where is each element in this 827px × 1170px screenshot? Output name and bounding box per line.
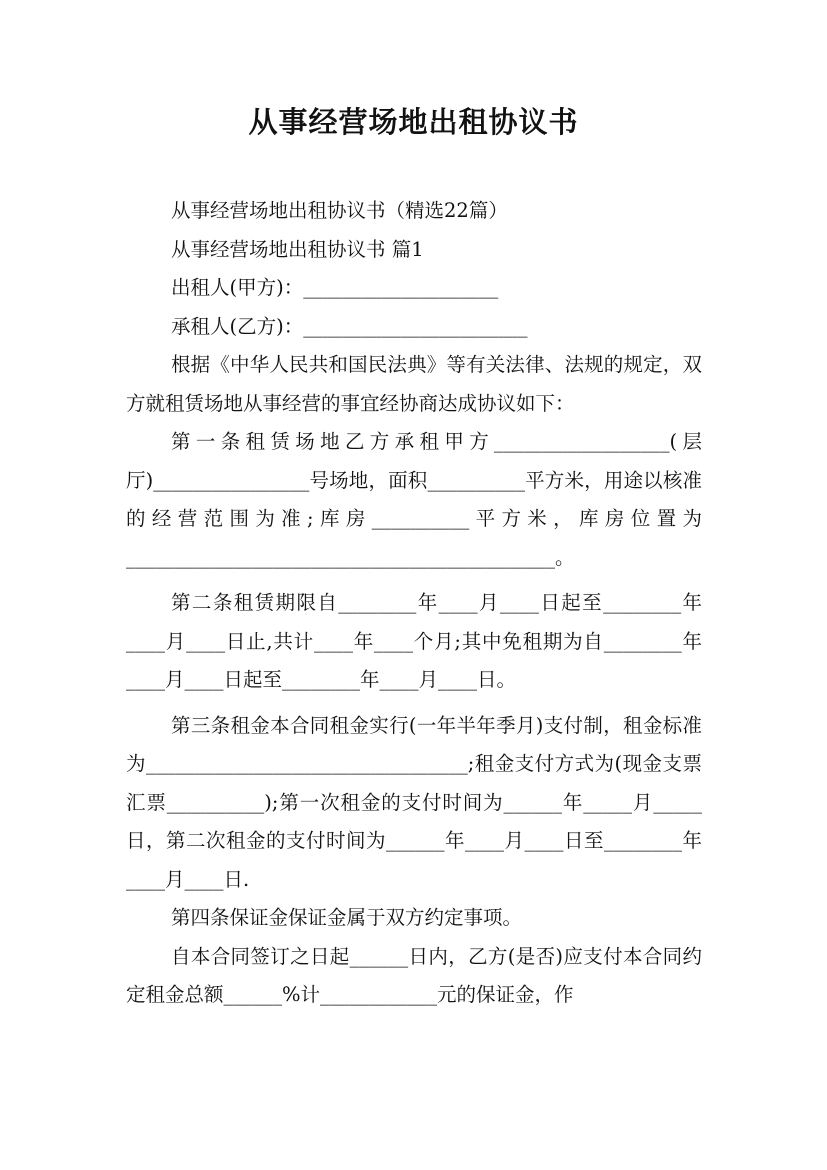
paragraph-article-2: 第二条租赁期限自________年____月____日起至________年____月____日止,共计____年____个月;其中免租期为自________年____月____日起至________年____月____日。: [126, 591, 702, 691]
paragraph-article-1: 第一条租赁场地乙方承租甲方__________________(层厅)________________号场地，面积__________平方米，用途以核准的经营范围为准;库房__________平方米，库房位置为____________________________________________。: [126, 430, 702, 569]
paragraph-subtitle: 从事经营场地出租协议书（精选22篇）: [171, 199, 508, 222]
paragraph-lessee: 承租人(乙方)：_______________________: [171, 314, 528, 338]
paragraph-deposit: 自本合同签订之日起______日内，乙方(是否)应支付本合同约定租金总额______%计____________元的保证金，作: [126, 944, 702, 1006]
paragraph-article-4: 第四条保证金保证金属于双方约定事项。: [171, 906, 523, 929]
paragraph-article-3: 第三条租金本合同租金实行(一年半年季月)支付制，租金标准为_________________________________;租金支付方式为(现金支票汇票__________);第一次租金的支付时间为______年_____月_____日，第二次租金的支付时间为______年____月____日至________年____月____日.: [126, 713, 702, 891]
paragraph-spacer: [126, 577, 702, 584]
paragraph-section-heading: 从事经营场地出租协议书 篇1: [171, 237, 424, 261]
document-body: [126, 192, 702, 1015]
document-title: 从事经营场地出租协议书: [248, 105, 579, 139]
paragraph-preamble: 根据《中华人民共和国民法典》等有关法律、法规的规定，双方就租赁场地从事经营的事宜经协商达成协议如下：: [126, 353, 702, 415]
paragraph-lessor: 出租人(甲方)：____________________: [171, 276, 499, 299]
paragraph-spacer: [126, 700, 702, 707]
